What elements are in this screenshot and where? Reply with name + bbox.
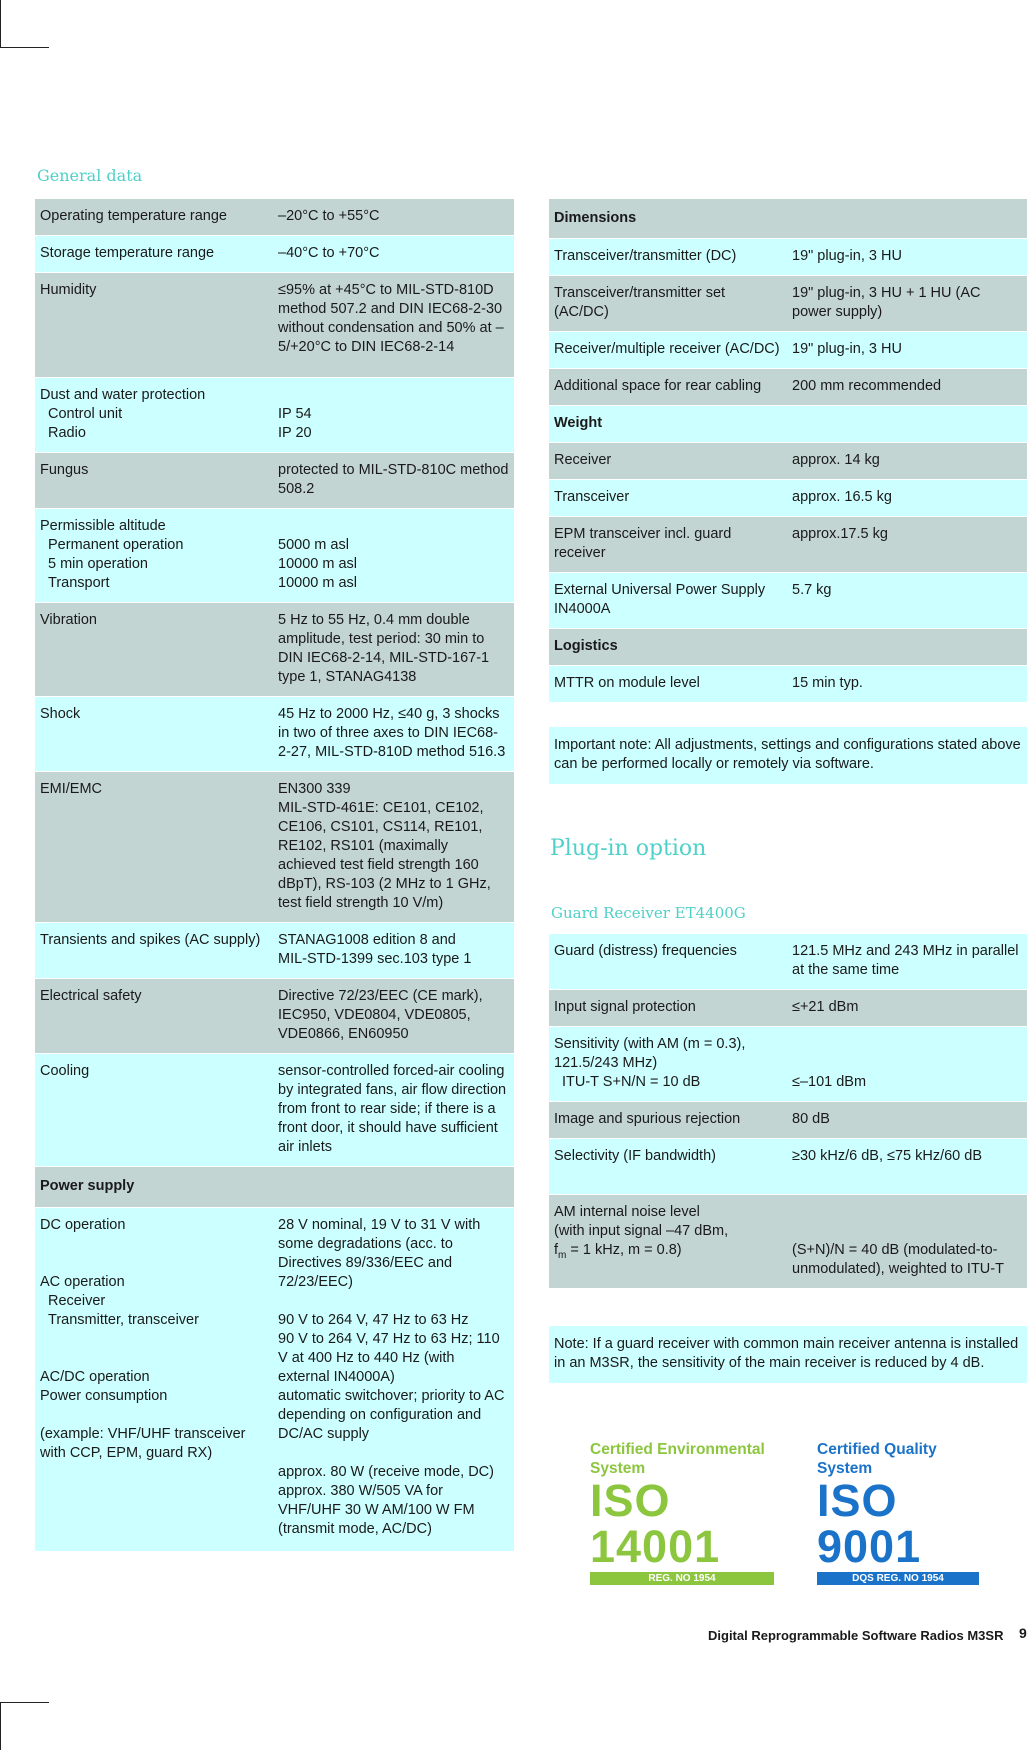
power-supply-header: Power supply [35, 1167, 514, 1208]
table-row [35, 236, 514, 273]
row-value: MIL-STD-461E: CE101, CE102, CE106, CS101, CS114, RE101, RE102, RS101 (maximally achieved test field strength 160 dBpT), RS-103 (2 MHz to 1 GHz, test field strength 10 V/m) [278, 800, 491, 911]
row-label: Fungus [35, 453, 273, 509]
row-value: ≥30 kHz/6 dB, ≤75 kHz/60 dB [787, 1139, 1027, 1195]
row-value: 10000 m asl [278, 575, 357, 591]
iso-14001-reg-bar: REG. NO 1954 [590, 1572, 774, 1585]
row-value-group [787, 1027, 1027, 1102]
dimensions-header-row [549, 199, 1027, 239]
table-row [549, 990, 1027, 1027]
guard-receiver-table [549, 934, 1027, 1289]
row-label: (example: VHF/UHF transceiver with CCP, EPM, guard RX) [40, 1426, 246, 1461]
row-value-group [273, 923, 514, 979]
row-label: Image and spurious rejection [549, 1102, 787, 1139]
row-value: 5.7 kg [787, 573, 1027, 629]
iso-14001-caption: Certified Environmental System [590, 1441, 765, 1477]
iso-14001-logo [590, 1440, 774, 1585]
row-value: ≤+21 dBm [787, 990, 1027, 1027]
table-row [549, 1102, 1027, 1139]
crop-mark [0, 0, 1, 48]
row-label: 121.5/243 MHz) [554, 1055, 658, 1071]
row-label: Transceiver/transmitter set (AC/DC) [549, 276, 787, 332]
row-value: 19" plug-in, 3 HU [787, 239, 1027, 276]
row-value: –20°C to +55°C [273, 199, 514, 236]
row-value: ≤–101 dBm [792, 1074, 867, 1090]
guard-receiver-note: Note: If a guard receiver with common main receiver antenna is installed in an M3SR, the sensitivity of the main receiver is reduced by 4 dB. [549, 1326, 1027, 1383]
logistics-header-row [549, 629, 1027, 666]
row-label: Transceiver [549, 480, 787, 517]
row-value: 90 V to 264 V, 47 Hz to 63 Hz [278, 1312, 469, 1328]
row-label: Sensitivity (with AM (m = 0.3), [554, 1036, 746, 1052]
row-value: 28 V nominal, 19 V to 31 V with some degradations (acc. to Directives 89/336/EEC and 72/23/EEC) [278, 1217, 481, 1290]
row-label: Operating temperature range [35, 199, 273, 236]
row-value: 80 dB [787, 1102, 1027, 1139]
row-label-group [35, 509, 273, 603]
row-sublabel: ITU-T S+N/N = 10 dB [562, 1074, 701, 1090]
row-label-group [35, 378, 273, 453]
table-row [549, 666, 1027, 703]
row-value-group [273, 509, 514, 603]
row-label: Receiver [549, 443, 787, 480]
row-value: approx.17.5 kg [787, 517, 1027, 573]
table-row [35, 979, 514, 1054]
row-label: Shock [35, 697, 273, 772]
iso-9001-logo [817, 1440, 979, 1585]
row-value: 19" plug-in, 3 HU + 1 HU (AC power supply) [787, 276, 1027, 332]
plug-in-option-title: Plug-in option [550, 836, 707, 861]
row-value-group [273, 1208, 514, 1552]
row-label: Electrical safety [35, 979, 273, 1054]
row-label: Permissible altitude [40, 518, 166, 534]
row-label-group [549, 1195, 787, 1289]
row-sublabel: 5 min operation [48, 556, 148, 572]
row-sublabel: Control unit [48, 406, 123, 422]
general-data-title: General data [37, 166, 143, 185]
row-value: –40°C to +70°C [273, 236, 514, 273]
row-value: 121.5 MHz and 243 MHz in parallel at the same time [787, 934, 1027, 990]
row-label: Power consumption [40, 1388, 168, 1404]
crop-mark [0, 1702, 49, 1703]
table-row [549, 332, 1027, 369]
table-row [549, 573, 1027, 629]
row-label: Guard (distress) frequencies [549, 934, 787, 990]
row-label: Cooling [35, 1054, 273, 1167]
row-sublabel: Receiver [48, 1293, 106, 1309]
table-row [549, 443, 1027, 480]
crop-mark [0, 47, 49, 48]
row-label: Additional space for rear cabling [549, 369, 787, 406]
row-sublabel: Transmitter, transceiver [48, 1312, 199, 1328]
table-row [35, 1208, 514, 1552]
row-label: AC operation [40, 1274, 125, 1290]
row-value: EN300 339 [278, 781, 351, 797]
specifications-table [549, 199, 1027, 703]
iso-9001-title: ISO 9001 [817, 1475, 922, 1572]
table-row [35, 772, 514, 923]
row-value: IP 54 [278, 406, 312, 422]
footer-title: Digital Reprogrammable Software Radios M3SR [708, 1628, 1004, 1643]
table-row [35, 603, 514, 697]
row-label: AM internal noise level [554, 1204, 700, 1220]
row-value: approx. 16.5 kg [787, 480, 1027, 517]
crop-mark [0, 1702, 1, 1750]
table-row [549, 934, 1027, 990]
iso-9001-reg-bar: DQS REG. NO 1954 [817, 1572, 979, 1585]
table-row [549, 369, 1027, 406]
row-value: STANAG1008 edition 8 and [278, 932, 456, 948]
table-row [35, 378, 514, 453]
row-value: approx. 80 W (receive mode, DC) [278, 1464, 494, 1480]
row-value: 200 mm recommended [787, 369, 1027, 406]
row-label: (with input signal –47 dBm, [554, 1223, 729, 1239]
row-label: Storage temperature range [35, 236, 273, 273]
row-value-group [787, 1195, 1027, 1289]
table-row [35, 1054, 514, 1167]
row-label: Input signal protection [549, 990, 787, 1027]
row-value: IP 20 [278, 425, 312, 441]
table-row [35, 273, 514, 378]
row-value: 5 Hz to 55 Hz, 0.4 mm double amplitude, test period: 30 min to DIN IEC68-2-14, MIL-STD-167-1 type 1, STANAG4138 [273, 603, 514, 697]
row-sublabel: Radio [48, 425, 86, 441]
dimensions-header: Dimensions [549, 199, 1027, 239]
table-row [549, 1195, 1027, 1289]
table-row [35, 697, 514, 772]
row-value: ≤95% at +45°C to MIL-STD-810D method 507.2 and DIN IEC68-2-30 without condensation and 50% at –5/+20°C to DIN IEC68-2-14 [273, 273, 514, 378]
row-label: External Universal Power Supply IN4000A [549, 573, 787, 629]
table-row [35, 923, 514, 979]
row-value: approx. 380 W/505 VA for VHF/UHF 30 W AM/100 W FM (transmit mode, AC/DC) [278, 1483, 475, 1537]
table-row [35, 199, 514, 236]
row-label: EMI/EMC [35, 772, 273, 923]
row-value: protected to MIL-STD-810C method 508.2 [273, 453, 514, 509]
table-row [549, 1027, 1027, 1102]
row-label: Transients and spikes (AC supply) [35, 923, 273, 979]
row-label-group [35, 1208, 273, 1552]
row-value: 15 min typ. [787, 666, 1027, 703]
row-value: sensor-controlled forced-air cooling by integrated fans, air flow direction from front to rear side; if there is a front door, it should have sufficient air inlets [273, 1054, 514, 1167]
row-label: MTTR on module level [549, 666, 787, 703]
row-label: Dust and water protection [40, 387, 206, 403]
table-row [549, 239, 1027, 276]
row-label: Selectivity (IF bandwidth) [549, 1139, 787, 1195]
table-row [35, 509, 514, 603]
row-sublabel: Permanent operation [48, 537, 184, 553]
row-label: Vibration [35, 603, 273, 697]
row-label: DC operation [40, 1217, 126, 1233]
row-value-group [273, 772, 514, 923]
row-value: 19" plug-in, 3 HU [787, 332, 1027, 369]
row-value-group [273, 378, 514, 453]
row-label: Transceiver/transmitter (DC) [549, 239, 787, 276]
row-value: 5000 m asl [278, 537, 349, 553]
iso-9001-caption: Certified Quality System [817, 1441, 937, 1477]
row-label: AC/DC operation [40, 1369, 150, 1385]
row-label: Humidity [35, 273, 273, 378]
page-number: 9 [1019, 1625, 1027, 1641]
row-value: (S+N)/N = 40 dB (modulated-to-unmodulated), weighted to ITU-T [792, 1242, 1004, 1277]
row-value: 10000 m asl [278, 556, 357, 572]
table-row [549, 1139, 1027, 1195]
row-label: EPM transceiver incl. guard receiver [549, 517, 787, 573]
table-row [549, 480, 1027, 517]
row-label-group [549, 1027, 787, 1102]
row-value: 45 Hz to 2000 Hz, ≤40 g, 3 shocks in two of three axes to DIN IEC68-2-27, MIL-STD-810D method 516.3 [273, 697, 514, 772]
row-label: Receiver/multiple receiver (AC/DC) [549, 332, 787, 369]
row-value: Directive 72/23/EEC (CE mark), IEC950, VDE0804, VDE0805, VDE0866, EN60950 [273, 979, 514, 1054]
table-row [549, 276, 1027, 332]
weight-header: Weight [549, 406, 1027, 443]
table-row [35, 453, 514, 509]
row-label: $f_m = 1$ kHz, m = 0.8) [554, 1242, 682, 1261]
row-sublabel: Transport [48, 575, 110, 591]
important-note: Important note: All adjustments, settings and configurations stated above can be performed locally or remotely via software. [549, 727, 1027, 784]
table-row [549, 517, 1027, 573]
logistics-header: Logistics [549, 629, 1027, 666]
row-value: 90 V to 264 V, 47 Hz to 63 Hz; 110 V at 400 Hz to 440 Hz (with external IN4000A) [278, 1331, 500, 1385]
iso-14001-title: ISO 14001 [590, 1475, 721, 1572]
general-data-table [35, 199, 514, 1552]
guard-receiver-title: Guard Receiver ET4400G [551, 904, 746, 922]
row-value: automatic switchover; priority to AC depending on configuration and DC/AC supply [278, 1388, 505, 1442]
row-value: MIL-STD-1399 sec.103 type 1 [278, 951, 472, 967]
power-supply-header-row [35, 1167, 514, 1208]
row-value: approx. 14 kg [787, 443, 1027, 480]
weight-header-row [549, 406, 1027, 443]
